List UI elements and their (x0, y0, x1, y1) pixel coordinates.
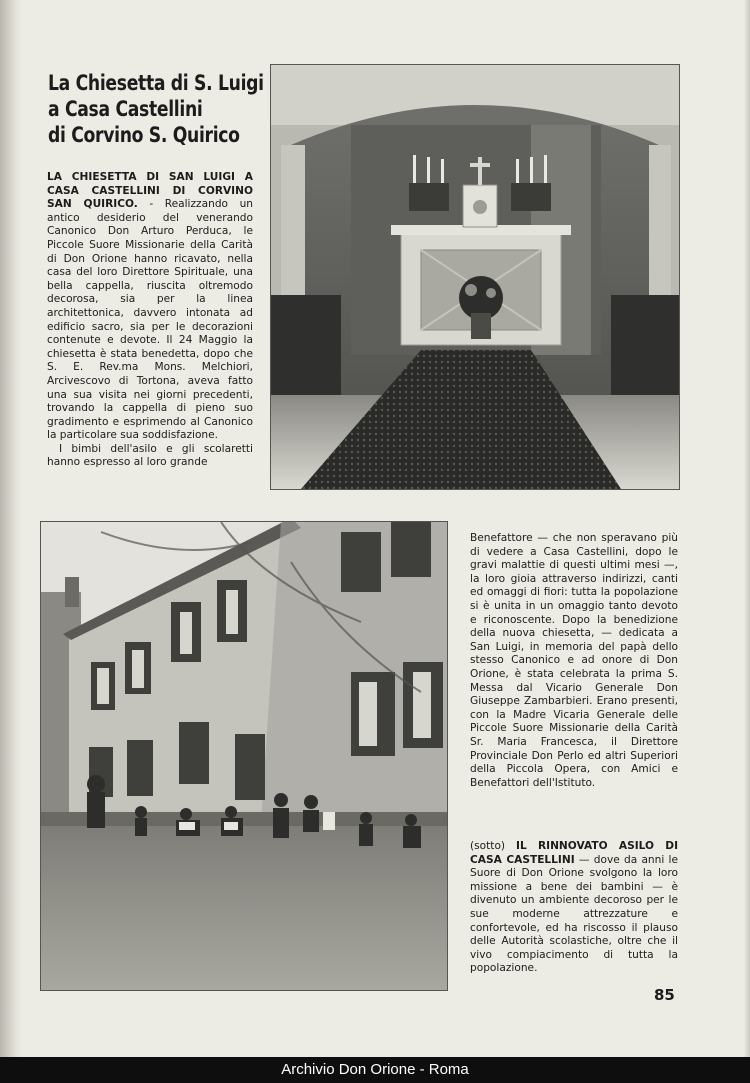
title-line-2: a Casa Castellini (48, 97, 203, 121)
page-edge-right (744, 0, 750, 1083)
article-column-left (47, 171, 253, 470)
title-line-1: La Chiesetta di S. Luigi (48, 71, 264, 95)
kindergarten-photo (40, 521, 448, 991)
article-paragraph-2-text: I bimbi dell'asilo e gli scolaretti hanno espresso al loro grande (47, 442, 253, 469)
photo-caption (470, 840, 678, 976)
caption-text (470, 840, 678, 976)
kindergarten-illustration (41, 522, 447, 990)
title-line-3: di Corvino S. Quirico (48, 123, 240, 147)
article-continuation: Benefattore — che non speravano più di vedere a Casa Castellini, dopo le gravi malattie di questi ultimi mesi —, la loro gioia attraverso indirizzi, canti ed omaggi di fiori: tutta la popolazione si è unita in un omaggio tanto devoto e riconoscente. Dopo la benedizione della nuova chiesetta, — dedicata a San Luigi, in memoria del papà dello stesso Canonico e ad onore di Don Orione, è stata celebrata la prima S. Messa dal Vicario Generale Don Giuseppe Zambarbieri. Erano presenti, con la Madre Vicaria Generale delle Piccole Suore Missionarie della Carità Sr. Maria Francesca, il Direttore Provinciale Don Perlo ed altri Superiori della Piccola Opera, con Amici e Benefattori dell'Istituto. (470, 532, 678, 789)
caption-prefix: (sotto) (470, 840, 506, 852)
archive-footer: Archivio Don Orione - Roma (0, 1057, 750, 1083)
article-column-right (470, 532, 678, 790)
article-heading: LA CHIESETTA DI SAN LUIGI A CASA CASTELLINI DI CORVINO SAN QUIRICO. (47, 171, 253, 211)
chapel-illustration (271, 65, 679, 489)
chapel-photo (270, 64, 680, 490)
article-paragraph-1-text: - Realizzando un antico desiderio del venerando Canonico Don Arturo Perduca, le Piccole Suore Missionarie della Carità di Don Orione hanno ricavato, nella casa del loro Direttore Spirituale, una bella cappella, riuscita oltremodo decorosa, sia per la linea architettonica, davvero intonata ad edificio sacro, sia per le decorazioni contenute e devote. Il 24 Maggio la chiesetta è stata benedetta, dopo che S. E. Rev.ma Mons. Melchiori, Arcivescovo di Tortona, aveva fatto una sua visita nei giorni precedenti, trovando la cappella di pieno suo gradimento e esprimendo al Canonico la particolare sua soddisfazione. (47, 198, 254, 442)
article-paragraph-1 (47, 171, 253, 443)
caption-body: — dove da anni le Suore di Don Orione svolgono la loro missione a bene dei bambini — è divenuto un ambiente decoroso per le sue moderne attrezzature e confortevole, ed ha riscosso il plauso delle Autorità scolastiche, oltre che il vivo compiacimento di tutta la popolazione. (470, 853, 679, 975)
caption-heading: IL RINNOVATO ASILO DI CASA CASTELLINI (470, 840, 679, 866)
page-edge-shadow (0, 0, 22, 1083)
page-number: 85 (654, 986, 675, 1004)
article-title (48, 70, 263, 148)
article-paragraph-2 (47, 443, 253, 470)
